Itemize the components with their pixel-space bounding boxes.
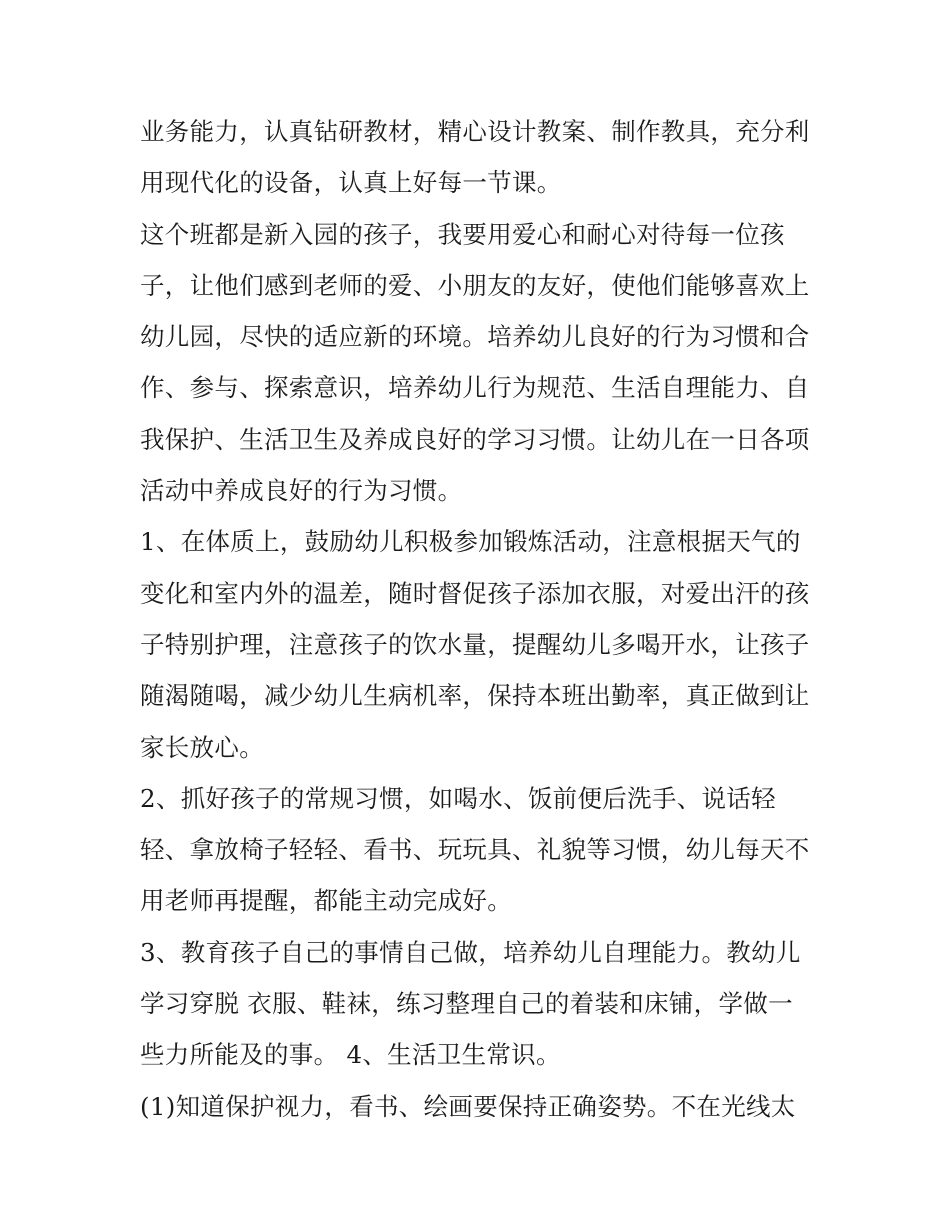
text-line: (1)知道保护视力，看书、绘画要保持正确姿势。不在光线太 bbox=[140, 1091, 796, 1121]
text-line: 2、抓好孩子的常规习惯，如喝水、饭前便后洗手、说话轻 bbox=[140, 783, 776, 813]
text-line: 子，让他们感到老师的爱、小朋友的友好，使他们能够喜欢上 bbox=[140, 270, 810, 300]
text-line: 作、参与、探索意识，培养幼儿行为规范、生活自理能力、自 bbox=[140, 373, 810, 403]
document-body bbox=[140, 106, 820, 1132]
text-line: 子特别护理，注意孩子的饮水量，提醒幼儿多喝开水，让孩子 bbox=[140, 629, 810, 659]
text-line: 我保护、生活卫生及养成良好的学习习惯。让幼儿在一日各项 bbox=[140, 424, 810, 454]
text-line: 3、教育孩子自己的事情自己做，培养幼儿自理能力。教幼儿 bbox=[140, 937, 801, 967]
text-line: 用老师再提醒，都能主动完成好。 bbox=[140, 886, 512, 916]
text-line: 活动中养成良好的行为习惯。 bbox=[140, 476, 463, 506]
text-line: 随渴随喝，减少幼儿生病机率，保持本班出勤率，真正做到让 bbox=[140, 681, 810, 711]
text-line: 轻、拿放椅子轻轻、看书、玩玩具、礼貌等习惯，幼儿每天不 bbox=[140, 835, 810, 865]
text-line: 业务能力，认真钻研教材，精心设计教案、制作教具，充分利 bbox=[140, 117, 810, 146]
text-line: 这个班都是新入园的孩子，我要用爱心和耐心对待每一位孩 bbox=[140, 219, 785, 249]
text-line: 家长放心。 bbox=[140, 732, 264, 762]
text-line: 幼儿园，尽快的适应新的环境。培养幼儿良好的行为习惯和合 bbox=[140, 322, 810, 352]
text-line: 学习穿脱 衣服、鞋袜，练习整理自己的着装和床铺，学做一 bbox=[140, 989, 793, 1019]
text-line: 些力所能及的事。 4、生活卫生常识。 bbox=[140, 1040, 561, 1070]
text-line: 变化和室内外的温差，随时督促孩子添加衣服，对爱出汗的孩 bbox=[140, 578, 810, 608]
text-line: 用现代化的设备，认真上好每一节课。 bbox=[140, 168, 562, 198]
text-line: 1、在体质上，鼓励幼儿积极参加锻炼活动，注意根据天气的 bbox=[140, 527, 801, 557]
